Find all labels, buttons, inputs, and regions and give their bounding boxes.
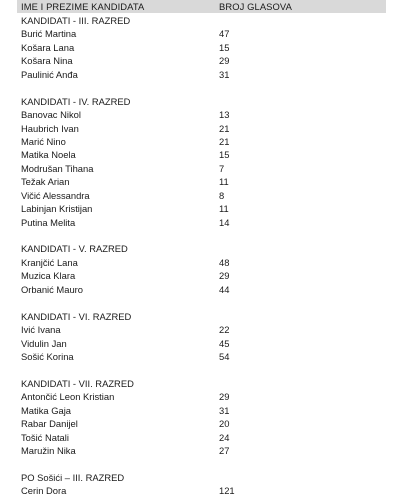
candidate-name: Banovac Nikol (21, 109, 81, 121)
candidate-row (21, 54, 381, 67)
section-title: PO Sošići – III. RAZRED (21, 471, 125, 483)
section-title: KANDIDATI - V. RAZRED (21, 243, 128, 255)
candidate-row (21, 390, 381, 403)
section-po-sosici-grade-3 (21, 471, 381, 498)
vote-count: 29 (219, 391, 230, 403)
candidate-name: Putina Melita (21, 216, 76, 228)
spacer (21, 229, 381, 242)
section-title: KANDIDATI - III. RAZRED (21, 15, 131, 26)
vote-count: 11 (219, 176, 229, 188)
section-title: KANDIDATI - VI. RAZRED (21, 310, 132, 322)
section-grade-7 (21, 377, 381, 458)
column-header-votes: BROJ GLASOVA (219, 1, 292, 12)
vote-count: 29 (219, 270, 230, 282)
vote-count: 21 (219, 122, 230, 134)
vote-count: 8 (219, 189, 225, 201)
candidate-name: Haubrich Ivan (21, 122, 79, 134)
vote-count: 47 (219, 28, 230, 40)
candidate-row (21, 431, 381, 444)
spacer (21, 363, 381, 376)
candidate-name: Burić Martina (21, 28, 77, 40)
vote-count: 45 (219, 337, 230, 349)
section-grade-3 (21, 14, 381, 81)
candidate-row (21, 202, 381, 215)
candidate-row (21, 256, 381, 269)
vote-count: 54 (219, 350, 230, 362)
results-sheet (21, 14, 381, 498)
vote-count: 48 (219, 256, 230, 268)
candidate-row (21, 162, 381, 175)
candidate-row (21, 484, 381, 497)
candidate-name: Maružin Nika (21, 445, 76, 456)
candidate-name: Kranjčić Lana (21, 256, 78, 268)
candidate-name: Paulinić Anđa (21, 68, 78, 80)
candidate-name: Vidulin Jan (21, 337, 67, 349)
candidate-row (21, 41, 381, 54)
candidate-name: Košara Lana (21, 41, 75, 53)
vote-count: 15 (219, 149, 230, 161)
vote-count: 7 (219, 162, 225, 174)
spacer (21, 296, 381, 309)
vote-count: 11 (219, 203, 229, 215)
candidate-name: Antončić Leon Kristian (21, 391, 115, 403)
candidate-row (21, 27, 381, 40)
candidate-row (21, 417, 381, 430)
candidate-name: Tošić Natali (21, 431, 69, 443)
column-header-name: IME I PREZIME KANDIDATA (21, 1, 145, 12)
vote-count: 31 (219, 404, 230, 416)
vote-count: 31 (219, 68, 230, 80)
section-title: KANDIDATI - VII. RAZRED (21, 377, 134, 389)
candidate-row (21, 175, 381, 188)
candidate-name: Labinjan Kristijan (21, 203, 93, 215)
candidate-name: Težak Arian (21, 176, 70, 188)
candidate-name: Marić Nino (21, 135, 66, 147)
candidate-name: Vičić Alessandra (21, 189, 90, 201)
candidate-name: Modrušan Tihana (21, 162, 94, 174)
vote-count: 27 (219, 445, 230, 456)
candidate-name: Matika Noela (21, 149, 76, 161)
candidate-row (21, 122, 381, 135)
section-grade-6 (21, 310, 381, 364)
candidate-row (21, 148, 381, 161)
candidate-row (21, 404, 381, 417)
vote-count: 24 (219, 431, 230, 443)
candidate-name: Rabar Danijel (21, 418, 78, 430)
vote-count: 21 (219, 135, 230, 147)
candidate-name: Cerin Dora (21, 485, 67, 497)
candidate-row (21, 337, 381, 350)
spacer (21, 457, 381, 470)
table-header (17, 0, 386, 13)
vote-count: 13 (219, 109, 230, 121)
candidate-row (21, 283, 381, 296)
candidate-row (21, 444, 381, 457)
section-title: KANDIDATI - IV. RAZRED (21, 95, 131, 107)
candidate-row (21, 350, 381, 363)
candidate-row (21, 135, 381, 148)
candidate-name: Sošić Korina (21, 350, 74, 362)
candidate-row (21, 68, 381, 81)
section-grade-5 (21, 242, 381, 296)
vote-count: 14 (219, 216, 230, 228)
candidate-row (21, 269, 381, 282)
vote-count: 44 (219, 283, 230, 295)
candidate-name: Muzica Klara (21, 270, 76, 282)
candidate-name: Košara Nina (21, 55, 73, 67)
vote-count: 121 (219, 485, 235, 497)
vote-count: 15 (219, 41, 230, 53)
candidate-name: Orbanić Mauro (21, 283, 84, 295)
candidate-row (21, 108, 381, 121)
candidate-row (21, 216, 381, 229)
spacer (21, 81, 381, 94)
vote-count: 20 (219, 418, 230, 430)
candidate-row (21, 323, 381, 336)
section-grade-4 (21, 95, 381, 229)
candidate-row (21, 189, 381, 202)
vote-count: 22 (219, 324, 230, 336)
candidate-name: Matika Gaja (21, 404, 72, 416)
vote-count: 29 (219, 55, 230, 67)
candidate-name: Ivić Ivana (21, 324, 61, 336)
